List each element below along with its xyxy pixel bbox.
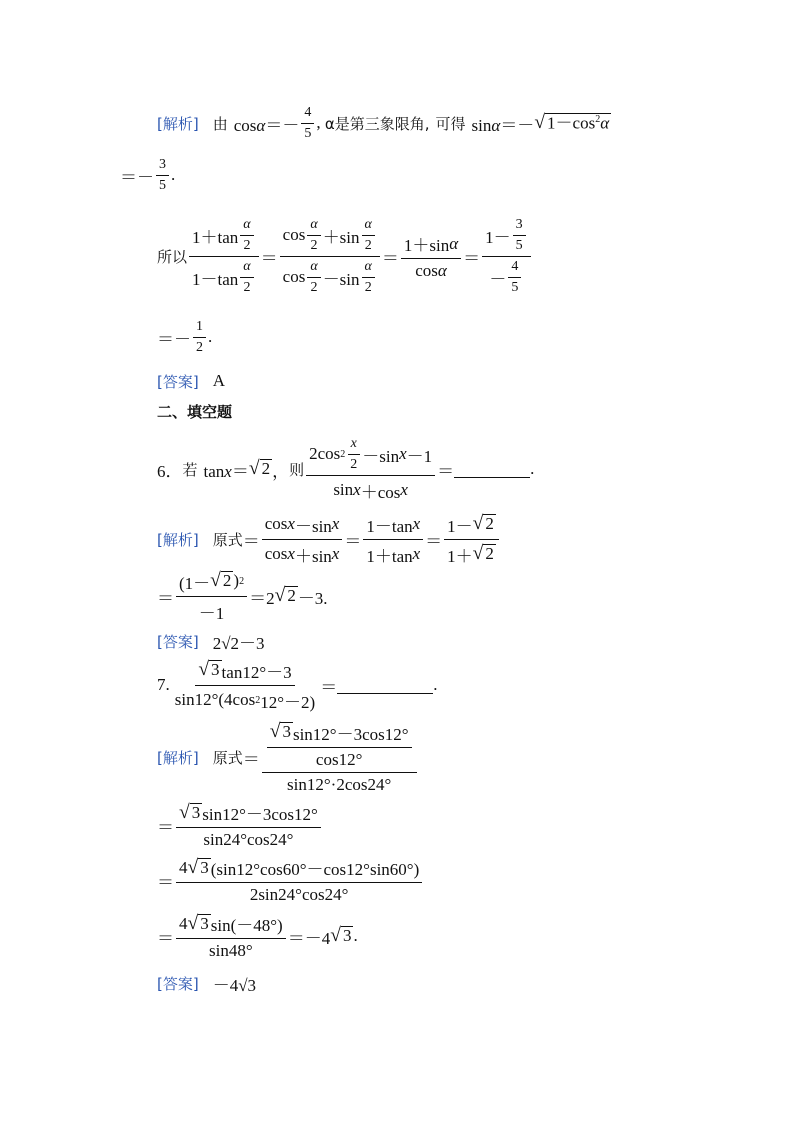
conclude-word: 可得 <box>435 114 466 133</box>
analysis-label: [解析] <box>157 748 199 767</box>
q7-question: 7. √ 3 tan12°－3 sin12°(4cos 2 12°－2) ＝ . <box>157 659 438 712</box>
sqrt-expression: √ 2 <box>248 458 271 480</box>
from-word: 由 <box>212 114 228 133</box>
q6-answer-line <box>157 630 265 652</box>
fraction: 1－ $\frac{3}{5}$ － $\frac{4}{5}$ <box>482 217 531 296</box>
answer-label: [答案] <box>157 974 199 993</box>
section-title: 二、填空题 <box>157 402 233 421</box>
q7-step2: ＝ 4 √ 3 (sin12°cos60°－cos12°sin60°) 2sin24°cos24° <box>157 854 424 906</box>
q6-answer: 2√2－3 <box>212 633 265 653</box>
fraction: $\frac{1}{2}$ <box>193 319 206 356</box>
q7-step3: ＝ 4 √ 3 sin(－48°) sin48° ＝－4 √ 3 . <box>157 912 358 960</box>
fraction: 4 √ 3 sin(－48°) sin48° <box>176 911 286 961</box>
original-expr-word: 原式 <box>212 530 243 549</box>
answer-label: [答案] <box>157 632 199 651</box>
fraction: √ 3 sin12°－3cos12° cos12° sin12°·2cos24° <box>262 720 417 795</box>
answer-blank <box>337 677 433 694</box>
then-word: 则 <box>289 460 305 479</box>
q6-question: 6． 若 tanx＝ √ 2 ， 则 2cos 2 $\frac{x}{2}$ －sin x －1 sin x ＋cos x ＝ . <box>157 435 535 502</box>
fraction: 1＋tan $\frac{\alpha}{2}$ 1－tan $\frac{\alpha}{2}$ <box>189 217 259 296</box>
answer-label: [答案] <box>157 372 199 391</box>
fraction: (1－ √ 2 ) 2 －1 <box>176 569 247 624</box>
q7-answer: －4√3 <box>212 975 257 995</box>
fraction: 1－ √ 2 1＋ √ 2 <box>444 512 499 567</box>
fraction: 4 √ 3 (sin12°cos60°－cos12°sin60°) 2sin24°cos24° <box>176 855 422 905</box>
q7-step1: ＝ √ 3 sin12°－3cos12° sin24°cos24° <box>157 800 323 850</box>
fraction: √ 3 tan12°－3 sin12°(4cos 2 12°－2) <box>174 659 316 712</box>
q5-analysis-line1: [解析] 由 cosα＝－ $\frac{4}{5}$ , α是第三象限角, 可得 sinα＝－ √ $1-\cos^2\alpha$ <box>157 104 610 141</box>
fraction: 1＋sin α cos α <box>401 231 461 281</box>
if-word: 若 <box>182 460 198 479</box>
q5-answer-line <box>157 370 225 392</box>
q6-step: ＝ (1－ √ 2 ) 2 －1 ＝2 √ 2 －3. <box>157 570 328 623</box>
sqrt-expression: √ $1-\cos^2\alpha$ <box>534 111 610 133</box>
fraction: cos $\frac{\alpha}{2}$ ＋sin $\frac{\alpha}{2}$ cos $\frac{\alpha}{2}$ －sin $\frac{\alpha}{2}$ <box>280 217 380 296</box>
q7-number: 7. <box>157 675 170 694</box>
q5-result-line: ＝－ $\frac{1}{2}$ . <box>157 318 213 355</box>
q6-analysis: [解析] 原式 ＝ cos x －sin x cos x ＋sin x ＝ 1－tan x 1＋tan x ＝ 1－ √ 2 1＋ √ 2 <box>157 512 501 566</box>
sqrt-expression: √ 2 <box>274 585 296 607</box>
q6-number: 6． <box>157 461 183 481</box>
analysis-label: [解析] <box>157 530 199 549</box>
fraction: $\frac{4}{5}$ <box>301 105 314 142</box>
q5-therefore-line: 所以 1＋tan $\frac{\alpha}{2}$ 1－tan $\frac{\alpha}{2}$ ＝ cos $\frac{\alpha}{2}$ ＋sin $\frac{\alpha}{2}$ cos $\frac{\alpha}{2}$ －sin $\frac{\alpha}{2}$ ＝ 1＋sin α cos α ＝ 1－ $\frac{3}{5}$ － $\frac{4}{5}$ <box>157 202 533 310</box>
fraction: √ 3 sin12°－3cos12° sin24°cos24° <box>176 800 321 850</box>
fraction: $\frac{3}{5}$ <box>156 157 169 194</box>
analysis-label: [解析] <box>157 114 199 133</box>
sqrt-expression: √ 3 <box>330 925 352 947</box>
q5-analysis-line2: ＝－ $\frac{3}{5}$ . <box>120 156 176 193</box>
q5-condition: α是第三象限角, <box>324 114 430 133</box>
answer-blank <box>454 461 530 478</box>
therefore-word: 所以 <box>157 247 188 266</box>
q5-answer: A <box>212 371 225 390</box>
fraction: 1－tan x 1＋tan x <box>363 512 423 567</box>
q7-answer-line <box>157 972 256 994</box>
q7-analysis: [解析] 原式 ＝ √ 3 sin12°－3cos12° cos12° sin12°·2cos24° <box>157 716 419 798</box>
original-expr-word: 原式 <box>212 748 243 767</box>
fraction: 2cos 2 $\frac{x}{2}$ －sin x －1 sin x ＋cos x <box>306 436 435 503</box>
fraction: cos x －sin x cos x ＋sin x <box>262 512 343 567</box>
